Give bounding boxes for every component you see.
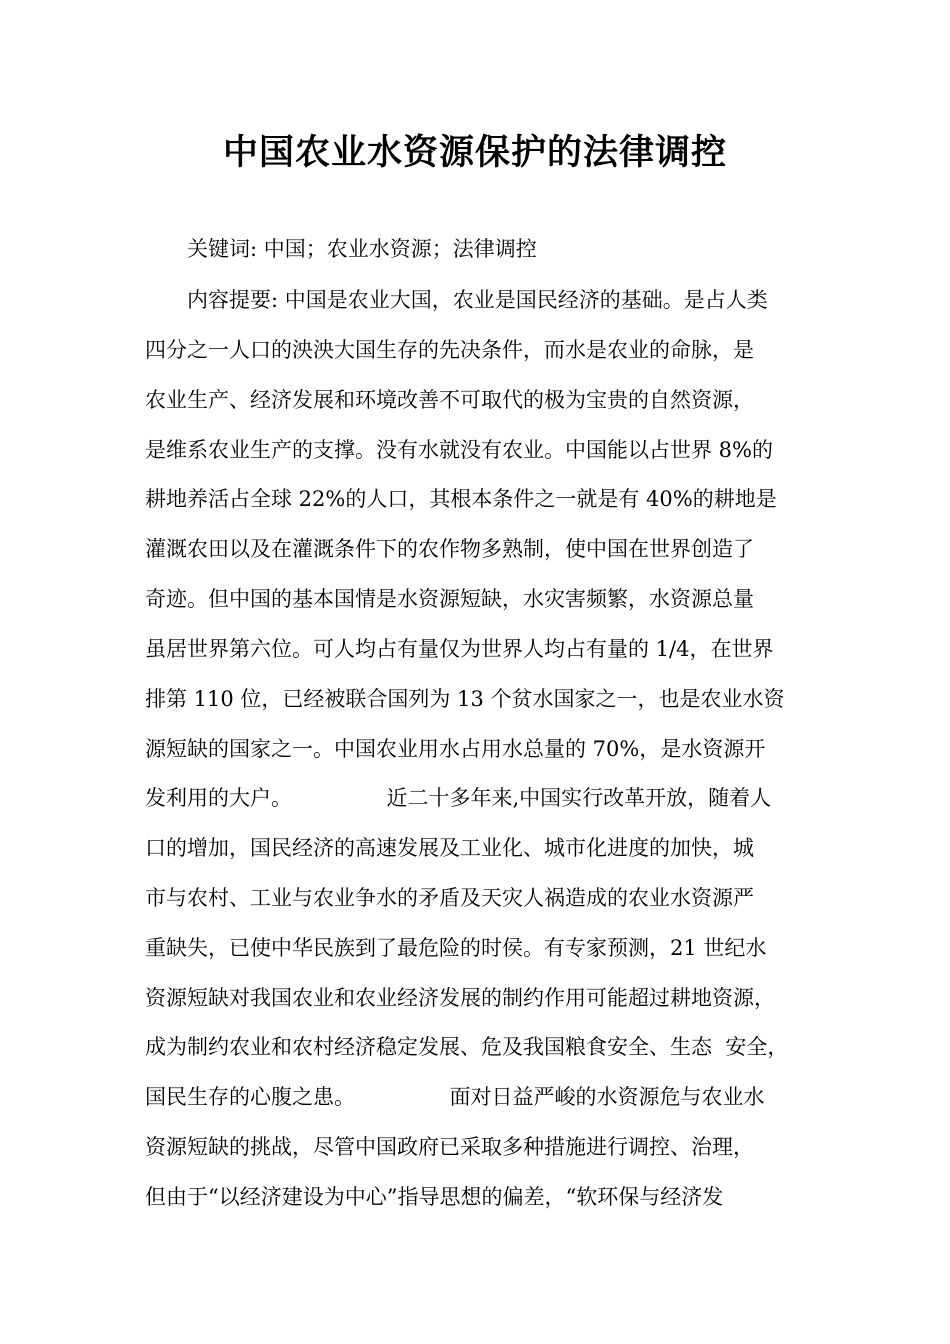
body-line: 是维系农业生产的支撑。没有水就没有农业。中国能以占世界 8%的	[145, 438, 773, 462]
body-line: 重缺失，已使中华民族到了最危险的时侯。有专家预测，21 世纪水	[145, 936, 767, 960]
body-line: 内容提要: 中国是农业大国，农业是国民经济的基础。是占人类	[145, 288, 768, 312]
body-line: 虽居世界第六位。可人均占有量仅为世界人均占有量的 1/4，在世界	[145, 637, 774, 661]
body-line: 源短缺的国家之一。中国农业用水占用水总量的 70%，是水资源开	[145, 737, 766, 761]
document-title: 中国农业水资源保护的法律调控	[222, 132, 727, 173]
body-line: 农业生产、经济发展和环境改善不可取代的极为宝贵的自然资源，	[145, 388, 754, 412]
body-line: 国民生存的心腹之患。 面对日益严峻的水资源危与农业水	[145, 1085, 765, 1109]
body-line: 口的增加，国民经济的高速发展及工业化、城市化进度的加快，城	[145, 836, 754, 860]
body-line: 耕地养活占全球 22%的人口，其根本条件之一就是有 40%的耕地是	[145, 487, 777, 511]
keywords-line: 关键词: 中国；农业水资源；法律调控	[145, 237, 537, 261]
body-line: 四分之一人口的泱泱大国生存的先决条件，而水是农业的命脉，是	[145, 338, 754, 362]
body-line: 奇迹。但中国的基本国情是水资源短缺，水灾害频繁，水资源总量	[145, 587, 754, 611]
body-line: 但由于“以经济建设为中心”指导思想的偏差，“软环保与经济发	[145, 1185, 724, 1209]
body-line: 成为制约农业和农村经济稳定发展、危及我国粮食安全、生态 安全，	[145, 1035, 789, 1059]
body-line: 灌溉农田以及在灌溉条件下的农作物多熟制，使中国在世界创造了	[145, 537, 754, 561]
body-line: 排第 110 位，已经被联合国列为 13 个贫水国家之一，也是农业水资	[145, 687, 785, 711]
body-line: 资源短缺的挑战，尽管中国政府已采取多种措施进行调控、治理，	[145, 1135, 754, 1159]
body-line: 发利用的大户。 近二十多年来,中国实行改革开放，随着人	[145, 786, 772, 810]
body-line: 市与农村、工业与农业争水的矛盾及天灾人祸造成的农业水资源严	[145, 886, 754, 910]
body-line: 资源短缺对我国农业和农业经济发展的制约作用可能超过耕地资源，	[145, 986, 775, 1010]
